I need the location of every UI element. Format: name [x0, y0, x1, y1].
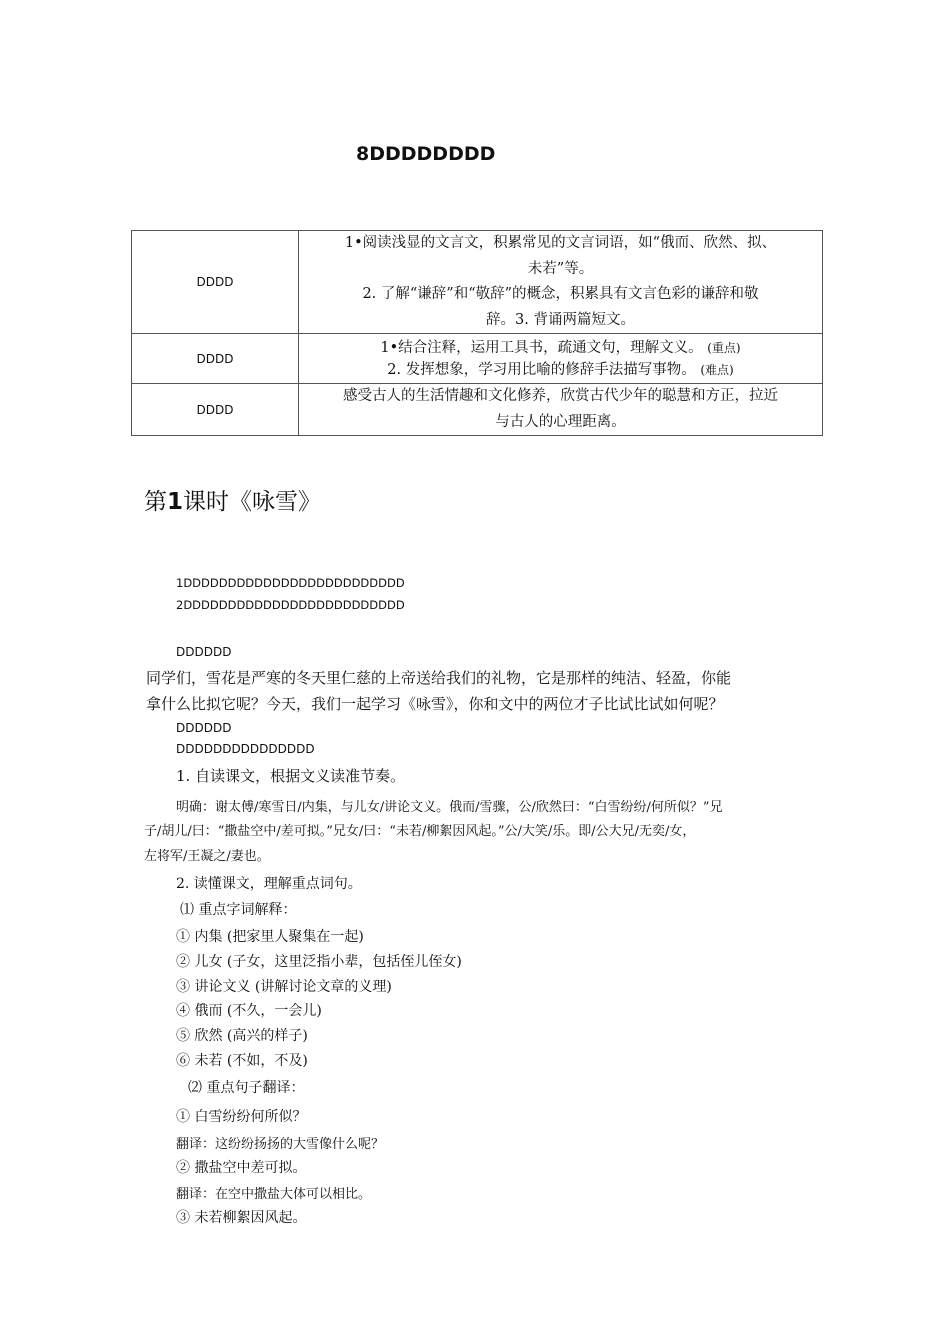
objective-line [305, 359, 816, 381]
learning-goal: 2DDDDDDDDDDDDDDDDDDDDDDDDD [176, 598, 405, 612]
lesson-suffix: 课时《咏雪》 [183, 489, 322, 515]
intro-line: 拿什么比拟它呢？今天，我们一起学习《咏雪》，你和文中的两位才子比试比试如何呢？ [146, 695, 724, 713]
objective-line: 感受古人的生活情趣和文化修养，欣赏古代少年的聪慧和方正，拉近 [343, 388, 778, 404]
clarify-line: 子/胡儿/曰：“撒盐空中/差可拟。”兄女/曰：“未若/柳絮因风起。”公/大笑/乐。即/公大兄/无奕/女， [144, 824, 696, 839]
section-subheading: DDDDDDDDDDDDDDD [176, 742, 315, 756]
objective-line-text: 2. 发挥想象，学习用比喻的修辞手法描写事物。 [387, 361, 696, 378]
lesson-number: 1 [167, 489, 184, 515]
objectives-table [131, 230, 823, 436]
word-item: ⑥ 未若 (不如，不及) [176, 1053, 308, 1069]
table-row [132, 384, 823, 436]
objective-line: 辞。3. 背诵两篇短文。 [486, 311, 635, 328]
objective-line: 与古人的心理距离。 [495, 413, 626, 430]
task-item: 2. 读懂课文，理解重点词句。 [176, 876, 362, 892]
table-row [132, 231, 823, 334]
key-point-tag: (重点) [707, 340, 741, 355]
word-item: ② 儿女 (子女，这里泛指小辈，包括侄儿侄女) [176, 954, 462, 970]
page-title: 8DDDDDDDD [356, 143, 496, 165]
section-heading: DDDDDD [176, 721, 232, 735]
word-item: ① 内集 (把家里人聚集在一起) [176, 929, 364, 945]
lesson-prefix: 第 [144, 489, 167, 515]
sentence-item: ③ 未若柳絮因风起。 [176, 1210, 307, 1226]
objective-text [299, 334, 823, 384]
table-row [132, 334, 823, 384]
intro-line: 同学们，雪花是严寒的冬天里仁慈的上帝送给我们的礼物，它是那样的纯洁、轻盈，你能 [146, 669, 732, 687]
sentence-item: ② 撒盐空中差可拟。 [176, 1160, 307, 1176]
task-item: 1. 自读课文，根据文义读准节奏。 [176, 767, 406, 785]
sentence-translation: 翻译：这纷纷扬扬的大雪像什么呢？ [176, 1137, 385, 1152]
word-item: ④ 俄而 (不久，一会儿) [176, 1003, 322, 1019]
objective-line: 未若”等。 [527, 260, 594, 277]
clarify-line: 明确：谢太傅/寒雪日/内集，与儿女/讲论文义。俄而/雪骤，公/欣然曰：“白雪纷纷/何所似？”兄 [176, 800, 723, 815]
objective-text [299, 384, 823, 436]
section-heading: DDDDDD [176, 645, 232, 659]
objective-label: DDDD [132, 384, 299, 436]
objective-line [305, 337, 816, 359]
sub-heading: ⑵ 重点句子翻译： [188, 1080, 305, 1096]
objective-line-text: 1•结合注释，运用工具书，疏通文句，理解文义。 [380, 339, 703, 356]
objective-line: 2. 了解“谦辞”和“敬辞”的概念，积累具有文言色彩的谦辞和敬 [362, 286, 759, 302]
clarify-line: 左将军/王凝之/妻也。 [144, 849, 270, 864]
word-item: ③ 讲论文义 (讲解讨论文章的义理) [176, 979, 392, 995]
objective-label: DDDD [132, 334, 299, 384]
word-item: ⑤ 欣然 (高兴的样子) [176, 1028, 308, 1044]
objective-line: 1•阅读浅显的文言文，积累常见的文言词语，如“俄而、欣然、拟、 [344, 235, 777, 251]
difficulty-tag: (难点) [700, 362, 734, 377]
sentence-item: ① 白雪纷纷何所似？ [176, 1109, 307, 1125]
sub-heading: ⑴ 重点字词解释： [180, 902, 297, 918]
lesson-heading [144, 483, 321, 516]
objective-text [299, 231, 823, 334]
sentence-translation: 翻译：在空中撒盐大体可以相比。 [176, 1187, 372, 1202]
learning-goal: 1DDDDDDDDDDDDDDDDDDDDDDDDD [176, 576, 405, 590]
objective-label: DDDD [132, 231, 299, 334]
